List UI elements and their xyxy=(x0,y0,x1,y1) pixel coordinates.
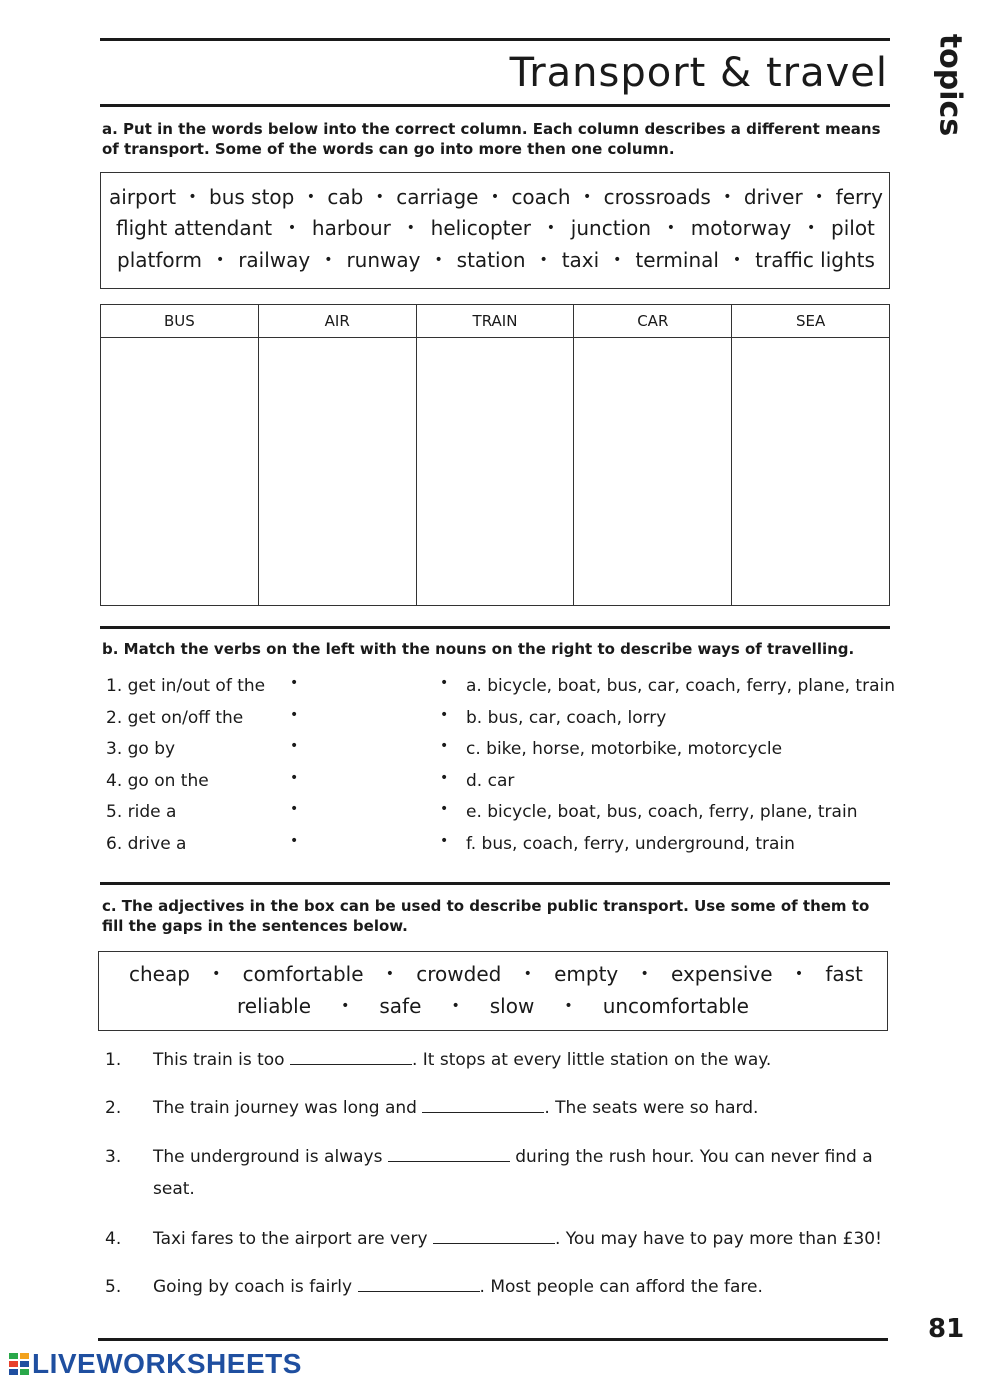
noun-item: c. bike, horse, motorbike, motorcycle xyxy=(466,739,783,759)
word-item: taxi xyxy=(561,248,600,272)
word-item: flight attendant xyxy=(116,216,273,240)
match-row xyxy=(106,708,886,732)
sentence-number: 4. xyxy=(105,1229,122,1249)
bullet-separator: • xyxy=(215,252,225,268)
word-item: cab xyxy=(327,185,364,209)
match-row xyxy=(106,771,886,795)
word-item: ferry xyxy=(835,185,883,209)
noun-match-dot[interactable]: • xyxy=(440,832,449,849)
answer-cell-car[interactable] xyxy=(574,338,732,606)
word-box-transport xyxy=(100,172,890,289)
section-a-instruction: a. Put in the words below into the correct column. Each column describes a different means of transport. Some of the words can go into more then one column. xyxy=(102,120,881,158)
word-item: carriage xyxy=(396,185,479,209)
section-c-rule xyxy=(100,882,890,885)
answer-gap[interactable] xyxy=(422,1098,544,1113)
word-item: driver xyxy=(743,185,803,209)
sentence-text xyxy=(153,1044,890,1076)
bullet-separator: • xyxy=(723,189,732,205)
sentence-after: . The seats were so hard. xyxy=(544,1098,759,1118)
sentence-before: Going by coach is fairly xyxy=(153,1277,353,1297)
bullet-separator: • xyxy=(451,998,460,1014)
bullet-separator: • xyxy=(564,998,573,1014)
section-c-instruction: c. The adjectives in the box can be used to describe public transport. Use some of them to fill the gaps in the sentences below. xyxy=(102,897,870,935)
word-item: bus stop xyxy=(209,185,295,209)
bullet-separator: • xyxy=(640,966,649,982)
verb-match-dot[interactable]: • xyxy=(290,801,299,817)
bullet-separator: • xyxy=(666,220,676,236)
bottom-rule xyxy=(98,1338,888,1341)
section-b-rule xyxy=(100,626,890,629)
noun-item: f. bus, coach, ferry, underground, train xyxy=(466,833,795,854)
word-box-line xyxy=(109,185,883,209)
word-item: airport xyxy=(109,185,177,209)
word-item: comfortable xyxy=(242,962,364,986)
verb-match-dot[interactable]: • xyxy=(290,832,299,849)
word-box-line xyxy=(116,216,875,240)
bullet-separator: • xyxy=(375,189,384,205)
title-rule xyxy=(100,104,890,107)
answer-gap[interactable] xyxy=(433,1229,555,1244)
match-row xyxy=(106,802,886,826)
sentence-before: The train journey was long and xyxy=(153,1098,417,1118)
bullet-separator: • xyxy=(523,966,532,982)
verb-match-dot[interactable]: • xyxy=(290,738,299,754)
bullet-separator: • xyxy=(406,220,415,236)
word-item: slow xyxy=(489,994,535,1018)
word-item: fast xyxy=(825,962,863,986)
liveworksheets-logo-text: LIVEWORKSHEETS xyxy=(32,1348,302,1379)
noun-match-dot[interactable]: • xyxy=(440,706,449,723)
answer-gap[interactable] xyxy=(358,1277,480,1292)
bullet-separator: • xyxy=(434,252,443,268)
verb-match-dot[interactable]: • xyxy=(290,769,299,786)
answer-gap[interactable] xyxy=(290,1050,412,1065)
transport-columns-table xyxy=(100,304,890,606)
sentence-after: . Most people can afford the fare. xyxy=(479,1277,763,1297)
bullet-separator: • xyxy=(815,189,824,205)
word-item: railway xyxy=(238,248,311,272)
top-rule xyxy=(100,38,890,41)
word-box-line xyxy=(117,248,875,272)
noun-item: a. bicycle, boat, bus, car, coach, ferry, plane, train xyxy=(466,676,895,696)
answer-cell-sea[interactable] xyxy=(732,338,890,606)
liveworksheets-logo-icon xyxy=(8,1351,30,1377)
word-item: empty xyxy=(554,962,619,986)
sentence-after: . You may have to pay more than £30! xyxy=(554,1229,882,1249)
word-item: runway xyxy=(346,248,421,272)
word-item: pilot xyxy=(831,216,875,240)
bullet-separator: • xyxy=(324,252,333,268)
word-item: reliable xyxy=(237,994,312,1018)
verb-match-dot[interactable]: • xyxy=(290,675,299,691)
side-tab xyxy=(930,33,970,137)
bullet-separator: • xyxy=(807,220,816,236)
word-item: helicopter xyxy=(430,216,532,240)
verb-item: 2. get on/off the xyxy=(106,707,244,728)
noun-match-dot[interactable]: • xyxy=(440,801,449,817)
page-number: 81 xyxy=(928,1314,965,1344)
verb-match-dot[interactable]: • xyxy=(290,706,299,723)
match-row xyxy=(106,675,895,700)
bullet-separator: • xyxy=(794,966,804,982)
answer-cell-train[interactable] xyxy=(416,338,574,606)
answer-cell-air[interactable] xyxy=(258,338,416,606)
verb-item: 6. drive a xyxy=(106,833,187,854)
bullet-separator: • xyxy=(287,220,297,236)
word-item: crowded xyxy=(416,962,502,986)
sentence-number: 2. xyxy=(105,1098,122,1118)
noun-match-dot[interactable]: • xyxy=(440,675,449,691)
word-item: station xyxy=(456,248,526,272)
section-b-instruction: b. Match the verbs on the left with the nouns on the right to describe ways of travelling. xyxy=(102,640,855,658)
word-item: crossroads xyxy=(603,185,711,209)
noun-item: d. car xyxy=(466,770,515,791)
word-box-adjectives xyxy=(98,951,888,1031)
sentence-before: This train is too xyxy=(153,1050,285,1070)
word-item: cheap xyxy=(129,962,190,986)
verb-item: 1. get in/out of the xyxy=(106,676,266,696)
word-item: expensive xyxy=(671,962,773,986)
bullet-separator: • xyxy=(490,189,500,205)
sentence-number: 3. xyxy=(105,1147,122,1167)
sentence-text xyxy=(153,1141,890,1205)
column-header-bus: BUS xyxy=(101,305,259,338)
column-header-car: CAR xyxy=(574,305,732,338)
sentence-number: 1. xyxy=(105,1050,122,1070)
column-header-sea: SEA xyxy=(732,305,890,338)
bullet-separator: • xyxy=(385,966,395,982)
bullet-separator: • xyxy=(546,220,556,236)
side-tab-label: topics xyxy=(932,33,968,137)
page-title: Transport & travel xyxy=(509,50,888,96)
verb-item: 4. go on the xyxy=(106,770,209,791)
word-item: motorway xyxy=(690,216,792,240)
word-item: safe xyxy=(379,994,422,1018)
bullet-separator: • xyxy=(539,252,548,268)
bullet-separator: • xyxy=(212,966,221,982)
bullet-separator: • xyxy=(582,189,592,205)
word-item: terminal xyxy=(635,248,719,272)
word-box-line xyxy=(237,994,749,1018)
word-item: coach xyxy=(511,185,571,209)
word-item: traffic lights xyxy=(755,248,875,272)
column-header-train: TRAIN xyxy=(416,305,574,338)
word-box-line xyxy=(129,962,863,986)
word-item: junction xyxy=(570,216,652,240)
sentence-text xyxy=(153,1092,890,1124)
sentence-after: . It stops at every little station on the way. xyxy=(411,1050,772,1070)
bullet-separator: • xyxy=(341,998,350,1014)
word-item: uncomfortable xyxy=(602,994,749,1018)
word-item: harbour xyxy=(311,216,391,240)
word-item: platform xyxy=(117,248,202,272)
bullet-separator: • xyxy=(613,252,622,268)
sentence-number: 5. xyxy=(105,1277,122,1297)
liveworksheets-logo[interactable] xyxy=(8,1348,302,1380)
noun-match-dot[interactable]: • xyxy=(440,769,449,786)
answer-gap[interactable] xyxy=(388,1147,510,1162)
verb-item: 5. ride a xyxy=(106,802,177,822)
bullet-separator: • xyxy=(732,252,742,268)
sentence-text xyxy=(153,1223,890,1255)
sentence-after: during the rush hour. You can never find a seat. xyxy=(153,1147,873,1199)
noun-item: b. bus, car, coach, lorry xyxy=(466,707,667,728)
column-header-air: AIR xyxy=(258,305,416,338)
sentence-before: The underground is always xyxy=(153,1147,383,1167)
noun-item: e. bicycle, boat, bus, coach, ferry, plane, train xyxy=(466,802,858,822)
noun-match-dot[interactable]: • xyxy=(440,738,449,754)
match-row xyxy=(106,739,886,763)
answer-cell-bus[interactable] xyxy=(101,338,259,606)
bullet-separator: • xyxy=(188,189,197,205)
sentence-before: Taxi fares to the airport are very xyxy=(153,1229,428,1249)
match-row xyxy=(106,834,886,858)
bullet-separator: • xyxy=(306,189,315,205)
sentence-text xyxy=(153,1271,890,1303)
verb-item: 3. go by xyxy=(106,739,176,759)
